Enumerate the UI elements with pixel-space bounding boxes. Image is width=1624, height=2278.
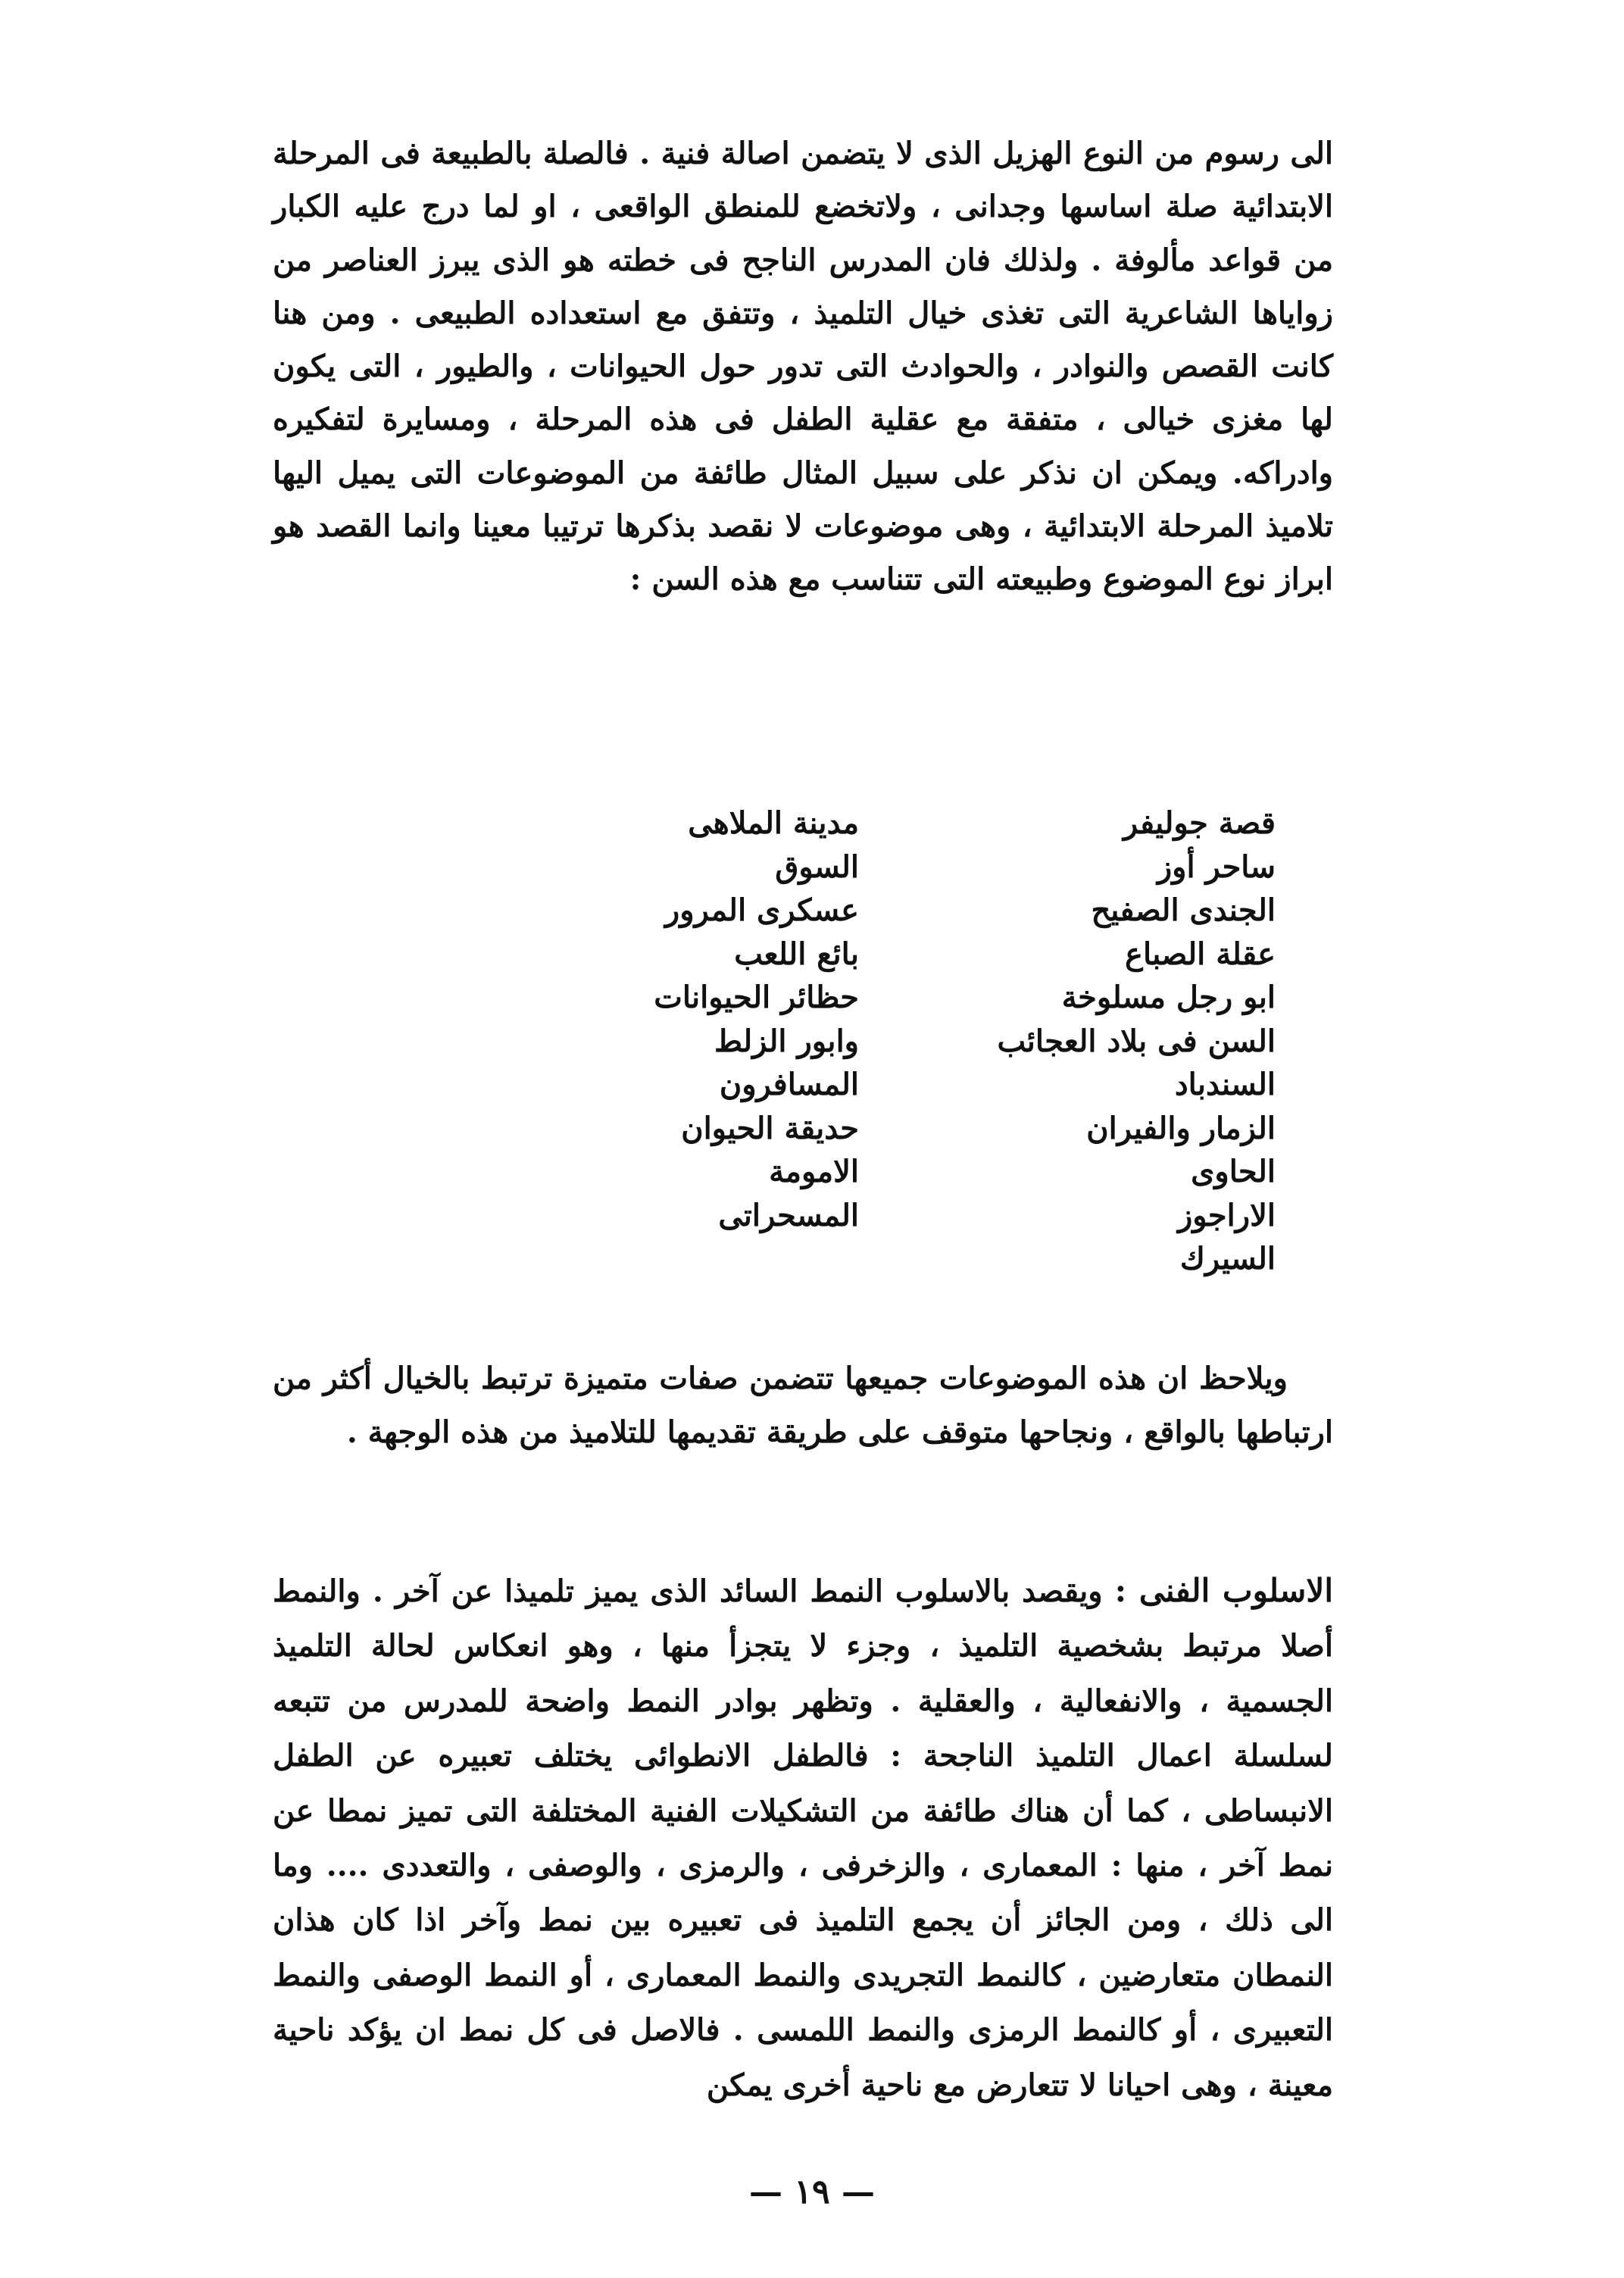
topic-item: السوق [775, 848, 859, 885]
topic-item: وابور الزلط [714, 1023, 859, 1059]
topics-list-left [556, 802, 859, 1237]
topic-item: ساحر أوز [1157, 848, 1276, 885]
topic-item: ابو رجل مسلوخة [1061, 980, 1276, 1015]
topic-item: مدينة الملاهى [688, 805, 859, 841]
topic-item: المسحراتى [718, 1197, 859, 1233]
observation-text: ويلاحظ ان هذه الموضوعات جميعها تتضمن صفات متميزة ترتبط بالخيال أكثر من ارتباطها بالواقع ، ونجاحها متوقف على طريقة تقديمها للتلاميذ من هذه الوجهة . [273, 1361, 1333, 1450]
topic-item: عسكرى المرور [664, 892, 859, 928]
topic-item: السندباد [1174, 1067, 1276, 1102]
topic-item: الجندى الصفيح [1091, 892, 1276, 928]
topic-item: حظائر الحيوانات [654, 980, 859, 1015]
topic-item: بائع اللعب [734, 936, 859, 972]
section-text: ويقصد بالاسلوب النمط السائد الذى يميز تلميذا عن آخر . والنمط أصلا مرتبط بشخصية التلميذ ، وجزء لا يتجزأ منها ، وهو انعكاس لحالة التلميذ الجسمية ، والانفعالية ، والعقلية . وتظهر بوادر النمط واضحة للمدرس من تتبعه لسلسلة اعمال التلميذ الناجحة : فالطفل الانطوائى يختلف تعبيره عن الطفل الانبساطى ، كما أن هناك طائفة من التشكيلات الفنية المختلفة التى تميز نمطا عن نمط آخر ، منها : المعمارى ، والزخرفى ، والرمزى ، والوصفى ، والتعددى .... وما الى ذلك ، ومن الجائز أن يجمع التلميذ فى تعبيره بين نمط وآخر اذا كان هذان النمطان متعارضين ، كالنمط التجريدى والنمط المعمارى ، أو النمط الوصفى والنمط التعبيرى ، أو كالنمط الرمزى والنمط اللمسى . فالاصل فى كل نمط ان يؤكد ناحية معينة ، وهى احيانا لا تتعارض مع ناحية أخرى يمكن [273, 1573, 1333, 2103]
topic-item: المسافرون [719, 1067, 859, 1102]
topic-item: السيرك [1179, 1241, 1276, 1276]
topic-item: الامومة [769, 1154, 859, 1189]
page-number: — ١٩ — [749, 2173, 875, 2211]
topic-item: الزمار والفيران [1086, 1110, 1276, 1146]
section-term: الاسلوب الفنى : [1114, 1572, 1333, 1609]
topic-item: الحاوى [1191, 1154, 1276, 1189]
intro-paragraph: الى رسوم من النوع الهزيل الذى لا يتضمن اصالة فنية . فالصلة بالطبيعة فى المرحلة الابتدائية صلة اساسها وجدانى ، ولاتخضع للمنطق الواقعى ، او لما درج عليه الكبار من قواعد مألوفة . ولذلك فان المدرس الناجح فى خطته هو الذى يبرز العناصر من زواياها الشاعرية التى تغذى خيال التلميذ ، وتتفق مع استعداده الطبيعى . ومن هنا كانت القصص والنوادر ، والحوادث التى تدور حول الحيوانات ، والطيور ، التى يكون لها مغزى خيالى ، متفقة مع عقلية الطفل فى هذه المرحلة ، ومسايرة لتفكيره وادراكه. ويمكن ان نذكر على سبيل المثال طائفة من الموضوعات التى يميل اليها تلاميذ المرحلة الابتدائية ، وهى موضوعات لا نقصد بذكرها ترتيبا معينا وانما القصد هو ابراز نوع الموضوع وطبيعته التى تتناسب مع هذه السن : [273, 136, 1333, 598]
topic-item: الاراجوز [1177, 1197, 1276, 1233]
topic-item: حديقة الحيوان [681, 1110, 859, 1146]
topic-item: قصة جوليفر [1123, 805, 1276, 841]
topic-item: عقلة الصباع [1125, 936, 1276, 972]
topics-list-right [973, 802, 1276, 1281]
topic-item: السن فى بلاد العجائب [997, 1023, 1276, 1059]
section-paragraph [273, 1564, 1333, 2113]
observation-paragraph [273, 1351, 1333, 1459]
